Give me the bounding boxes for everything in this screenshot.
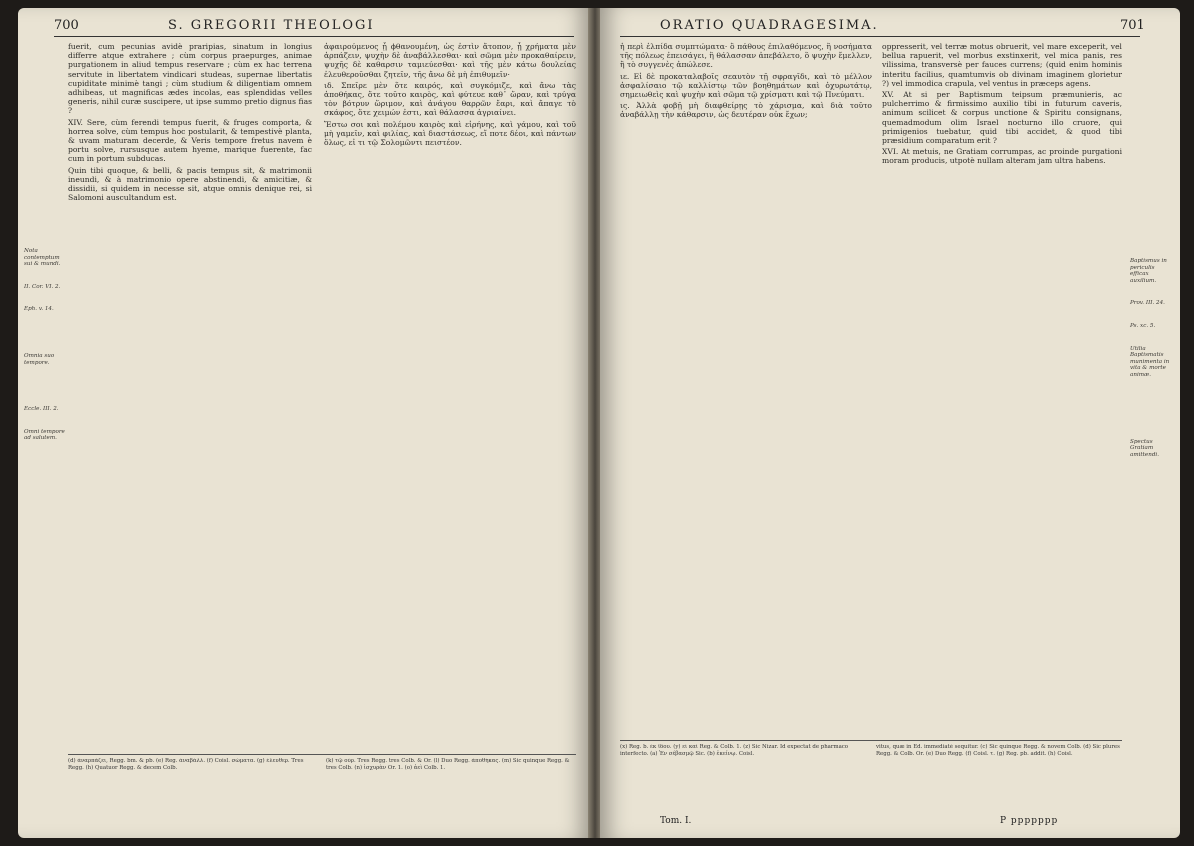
left-marginalia — [24, 48, 66, 458]
marginal-note: Nota contemptum sui & mundi. — [24, 248, 61, 268]
left-footnotes — [68, 758, 576, 828]
greek-paragraph: ις. Ἀλλὰ φοβῇ μὴ διαφθείρῃς τὸ χάρισμα, καὶ διὰ τοῦτο ἀναβάλλῃ τὴν κάθαρσιν, ὡς δευτέραν οὐκ ἔχων; — [620, 101, 872, 120]
right-footnotes — [620, 744, 1122, 808]
latin-paragraph: XIV. Sere, cùm ferendi tempus fuerit, & fruges comporta, & horrea solve, cùm tempus hoc postularit, & tempestivè planta, & uvam maturam decerde, & Veris tempore fretus navem è portu solve, rursusque autem hyeme, marique fuerente, fac cum in portum subducas. — [68, 117, 312, 164]
latin-paragraph: oppresserit, vel terræ motus obruerit, vel mare exceperit, vel bellua rapuerit, vel morbus exstinxerit, vel mica panis, res vilissima, transversè per fauces currens; (quid enim hominis interitu facilius, quamtumvis ob divinam imaginem glorietur ?) vel immodica crapula, vel ventus in præceps agens. — [882, 42, 1122, 88]
latin-paragraph: fuerit, cum pecunias avidè praripias, sinatum in longius differre atque extrahere ; cùm corpus praepurges, animae purgationem in aliud tempus reservare ; cùm ex hac terrena servitute in libertatem vindicari studeas, supernae libertatis cupiditate minimè tangi ; cùm studium & diligentiam omnem adhibeas, ut magnificas ædes incolas, eas splendidas velles generis, nihil curæ suscipere, ut ipse summo pretio dignus fias ? — [68, 42, 312, 116]
footnote-column: (x) Reg. b. ἐκ ἴδου. (y) εἶ καὶ Reg. & Colb. 1. (z) Sic Nizar. Id expectat de pharmaco interfecto. (a) Ἐν σέβασμῷ Sic. (b) ἐκείνῳ. Coisl. — [620, 744, 849, 757]
marginal-note: Eph. v. 14. — [24, 306, 54, 313]
right-greek-column — [620, 42, 872, 732]
left-latin-column — [68, 42, 312, 742]
left-page-number: 700 — [54, 18, 79, 33]
left-running-title: S. GREGORII THEOLOGI — [168, 18, 375, 33]
signature-mark: P ppppppp — [1000, 816, 1059, 826]
left-header-rule — [54, 36, 574, 37]
right-header-rule — [620, 36, 1140, 37]
right-page-number: 701 — [1120, 18, 1145, 33]
greek-paragraph: ιε. Εἰ δὲ προκαταλαβοῖς σεαυτὸν τῇ σφραγῖδι, καὶ τὸ μέλλον ἀσφαλίσαιο τῷ καλλίστῳ τῶν βοηθημάτων καὶ ὀχυρωτάτῳ, σημειωθεὶς καὶ ψυχὴν καὶ σῶμα τῷ χρίσματι καὶ τῷ Πνεύματι. — [620, 71, 872, 100]
marginal-note: Spectus Gratiam amittendi. — [1130, 438, 1159, 458]
right-page — [600, 8, 1180, 838]
greek-paragraph: ἡ περὶ ἐλπίδα συμπτώματα· ὃ πάθους ἐπιλαθόμενος, ἢ νοσήματα τῆς πόλεως ἐπεισάγει, ἢ θάλασσαν ἀπεβάλετο, ὃ ψυχὴν ἔμελλεν, ἢ τὸ συγγενὲς ἀπώλεσε. — [620, 42, 872, 70]
marginal-note: Utilia Baptismatis munimenta in vita & morte animæ. — [1130, 345, 1170, 378]
marginal-note: Prov. III. 24. — [1130, 300, 1165, 307]
footnote-column: vitus, quæ in Ed. immediatè sequitur. (c) Sic quinque Regg. & novem Colb. (d) Sic plures Regg. & Colb. Or. (e) Duo Regg. (f) Coisl. τ. (g) Reg. pb. addit. (h) Coisl. — [876, 744, 1120, 757]
footnote-column: (d) ἀναρπάζει, Regg. bm. & pb. (e) Reg. ἀναβάλλ. (f) Coisl. σώματα. (g) ἐλευθερ. Tres Regg. (h) Quatuor Regg. & decem Colb. — [68, 758, 304, 771]
marginal-note: Omnia suo tempore. — [24, 352, 55, 366]
greek-paragraph: ιδ. Σπεῖρε μὲν ὅτε καιρός, καὶ συγκόμιζε, καὶ ἄνω τὰς ἀποθήκας, ὅτε τοῦτο καιρὸς, καὶ φύτευε καθ᾽ ὥραν, καὶ τρύγα τὸν βότρυν ὥριμον, καὶ ἀνάγου θαρρῶν ἔαρι, καὶ ἄπαγε τὸ σκάφος, ὅτε χειμών ἐστι, καὶ θάλασσα ἀγριαίνει. — [324, 80, 576, 118]
latin-paragraph: Quin tibi quoque, & belli, & pacis tempus sit, & matrimonii ineundi, & à matrimonio opere abstinendi, & amicitiæ, & dissidii, si quidem in necesse sit, atque omnis denique rei, si Salomoni auscultandum est. — [68, 165, 312, 203]
latin-paragraph: XV. At si per Baptismum teipsum præmunieris, ac pulcherrimo & firmissimo auxilio tibi in futurum caveris, animum scilicet & corpus unctione & Spiritu consignans, quemadmodum olim Israel nocturno illo cruore, qui primigenios tuebatur, quid tibi accidet, & quod tibi præsidium comparatum erit ? — [882, 90, 1122, 146]
tome-label: Tom. I. — [660, 816, 692, 826]
latin-paragraph: XVI. At metuis, ne Gratiam corrumpas, ac proinde purgationi moram producis, utpotè nullam alteram jam ultra habens. — [882, 147, 1122, 166]
right-marginalia — [1130, 48, 1174, 474]
left-page — [18, 8, 590, 838]
greek-paragraph: Ἔστω σοι καὶ πολέμου καιρὸς καὶ εἰρήνης, καὶ γάμου, καὶ τοῦ μὴ γαμεῖν, καὶ φιλίας, καὶ διαστάσεως, εἴ ποτε δέοι, καὶ πάντων ὅλως, εἰ τι τῷ Σολομῶντι πειστέον. — [324, 119, 576, 148]
marginal-note: Ps. xc. 5. — [1130, 322, 1156, 329]
right-running-title: ORATIO QUADRAGESIMA. — [660, 18, 879, 33]
footnote-column: (k) τῷ οὐρ. Tres Regg. tres Colb. & Or. (l) Duo Regg. ἀποθήκας. (m) Sic quinque Regg. & tres Colb. (n) ἰσχυρὰν Or. 1. (o) ἀεὶ Colb. 1. — [326, 758, 570, 771]
left-greek-column — [324, 42, 576, 742]
marginal-note: Eccle. III. 2. — [24, 406, 59, 413]
right-footnote-rule — [620, 740, 1122, 741]
marginal-note: Baptismus in periculis efficax auxilium. — [1130, 258, 1167, 284]
marginal-note: II. Cor. VI. 2. — [24, 283, 61, 290]
right-latin-column — [882, 42, 1122, 732]
marginal-note: Omni tempore ad salutem. — [24, 428, 65, 442]
left-footnote-rule — [68, 754, 576, 755]
greek-paragraph: ἀφαιρούμενος ᾗ ϕθανουμένη, ὡς ἐστὶν ἄτοπον, ᾗ χρήματα μὲν ἀρπάζειν, ψυχὴν δὲ ἀναβάλλεσθαι· καὶ σῶμα μὲν προκαθαίρειν, ψυχῆς δὲ καθαρσιν ταμιεύεσθαι· καὶ τῆς μὲν κάτω δουλείας ἐλευθεροῦσθαι ζητεῖν, τῆς ἄνω δὲ μὴ ἐπιθυμεῖν· — [324, 42, 576, 79]
